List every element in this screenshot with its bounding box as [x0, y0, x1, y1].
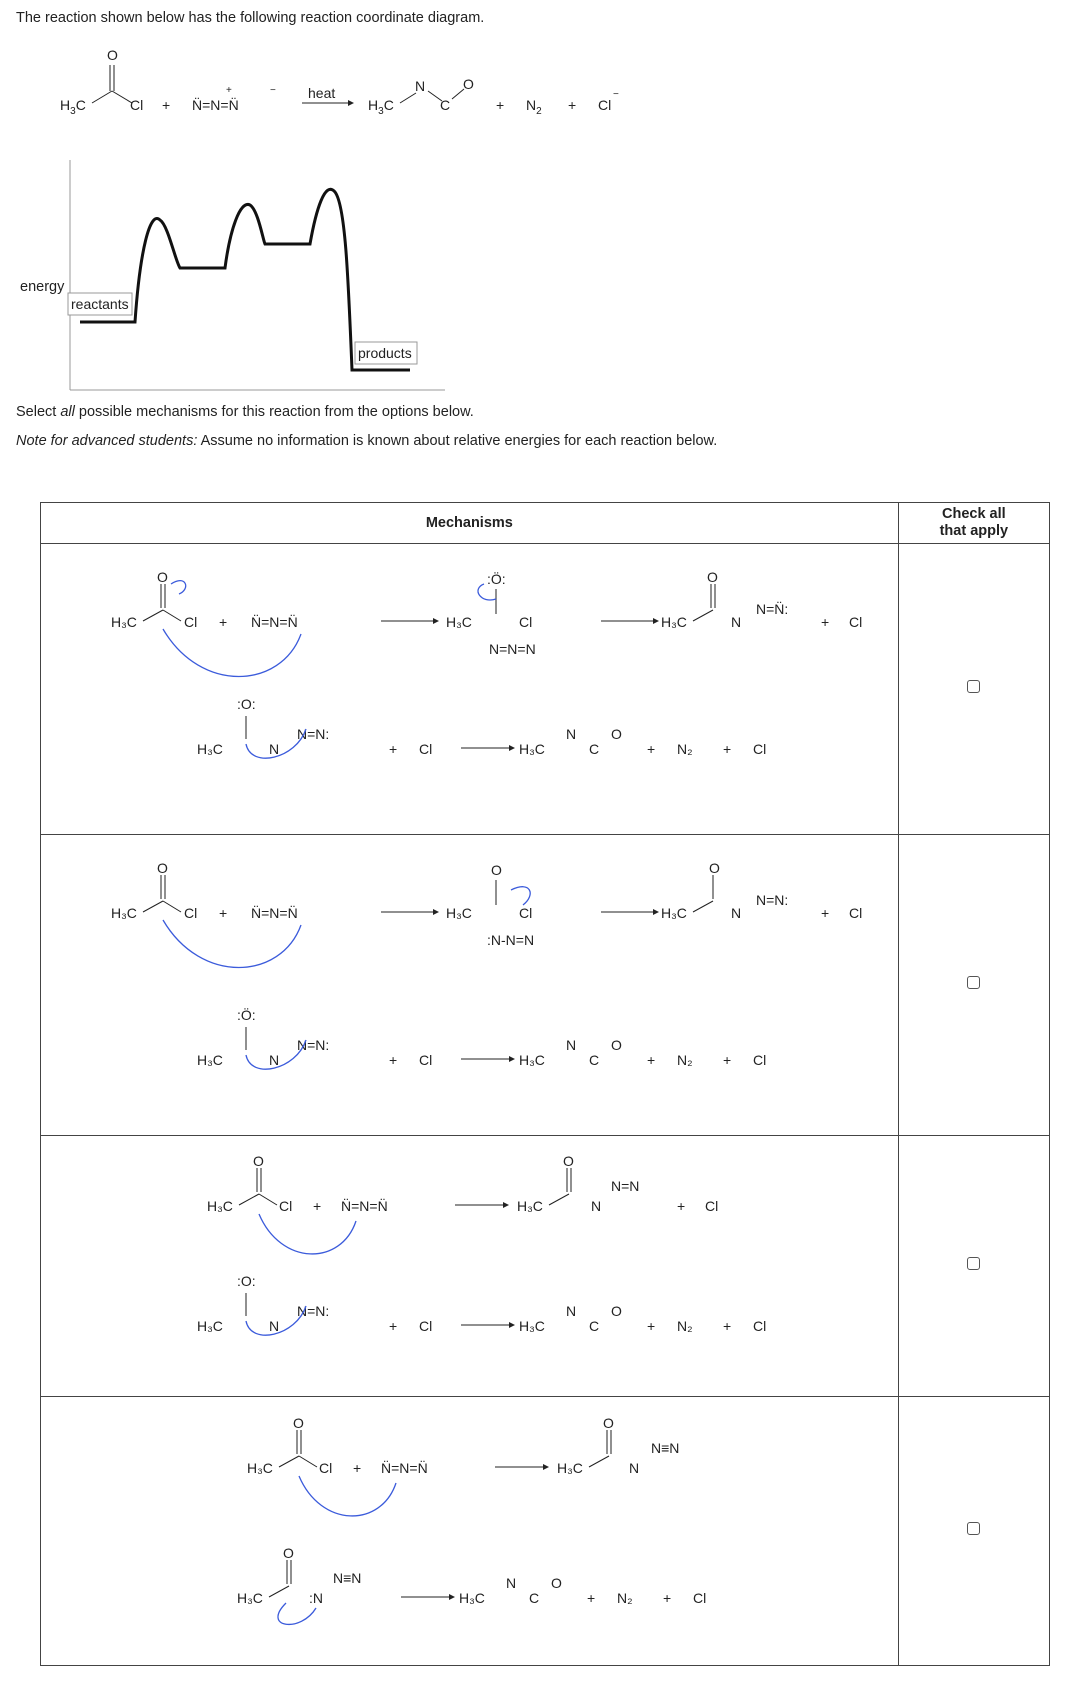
svg-text:H₃C: H₃C	[446, 905, 472, 921]
svg-text:+: +	[723, 741, 732, 757]
svg-text::N-N=N: :N-N=N	[487, 932, 535, 948]
mechanism-row-3	[41, 1136, 1050, 1397]
mechanism-1-scheme	[41, 544, 891, 829]
mechanism-4-scheme	[41, 1398, 891, 1660]
svg-text::N: :N	[309, 1589, 323, 1606]
svg-text:N₂: N₂	[677, 1052, 693, 1068]
svg-text:Cl: Cl	[419, 1052, 433, 1068]
svg-text:N: N	[269, 1052, 280, 1068]
svg-text:−: −	[613, 89, 619, 100]
svg-text:H₃C: H₃C	[197, 1052, 223, 1068]
svg-text:N=N: N=N	[611, 1178, 640, 1194]
svg-text:+: +	[389, 1052, 398, 1068]
svg-text:N: N	[415, 78, 426, 94]
svg-text:+: +	[313, 1198, 322, 1214]
reactants-label: reactants	[71, 296, 129, 312]
svg-text:Cl: Cl	[849, 614, 863, 630]
svg-text:+: +	[389, 1318, 398, 1334]
products-label: products	[358, 345, 412, 361]
svg-text:C: C	[589, 1318, 600, 1334]
svg-text:C: C	[440, 97, 451, 113]
mechanism-option-3	[41, 1136, 899, 1397]
svg-text:O: O	[563, 1153, 574, 1169]
svg-text:H₃C: H₃C	[247, 1459, 273, 1476]
svg-text:N: N	[591, 1198, 602, 1214]
svg-text:H3C: $H_3C$	[60, 97, 86, 117]
svg-text:C: C	[589, 741, 600, 757]
svg-text:N̈=N=N̈: N̈=N=N̈	[192, 97, 239, 113]
svg-text:H₃C: H₃C	[237, 1589, 263, 1606]
svg-text:C: C	[529, 1589, 540, 1606]
select-instruction: Select all possible mechanisms for this reaction from the options below.	[16, 404, 474, 420]
svg-text:+: +	[821, 905, 830, 921]
overall-reaction	[50, 45, 700, 125]
svg-text:+: +	[821, 614, 830, 630]
advanced-note: Note for advanced students: Assume no information is known about relative energies for each reaction below.	[16, 433, 718, 449]
svg-text:N≡N: N≡N	[651, 1439, 680, 1456]
svg-text:+: +	[587, 1589, 596, 1606]
svg-text:+: +	[723, 1052, 732, 1068]
mechanism-3-checkbox[interactable]	[967, 1257, 980, 1270]
svg-text:N: N	[566, 1037, 577, 1053]
svg-text:+: +	[723, 1318, 732, 1334]
svg-text:Cl: Cl	[184, 614, 198, 630]
svg-text:H₃C: H₃C	[517, 1198, 543, 1214]
svg-text::O:: :O:	[237, 696, 256, 712]
svg-text:H3C: $H_3C$	[368, 97, 394, 117]
svg-text:N: N	[566, 1303, 577, 1319]
intro-text: The reaction shown below has the following reaction coordinate diagram.	[16, 10, 485, 26]
svg-text:O: O	[107, 47, 118, 63]
svg-text:N: N	[731, 905, 742, 921]
svg-text:+: +	[647, 1318, 656, 1334]
svg-text:+: +	[663, 1589, 672, 1606]
svg-text:O: O	[611, 726, 622, 742]
svg-text:O: O	[707, 569, 718, 585]
svg-text:N: N	[629, 1459, 640, 1476]
reaction-coordinate-diagram	[60, 150, 460, 400]
svg-text:H₃C: H₃C	[207, 1198, 233, 1214]
mechanisms-header: Mechanisms	[41, 503, 899, 544]
svg-text:H₃C: H₃C	[661, 905, 687, 921]
svg-text:C: C	[589, 1052, 600, 1068]
check-header: Check all that apply	[898, 503, 1049, 544]
svg-text:Cl: Cl	[693, 1589, 707, 1606]
svg-text:N: N	[269, 741, 280, 757]
svg-text:H₃C: H₃C	[519, 1052, 545, 1068]
svg-text:N=N:: N=N:	[756, 892, 789, 908]
svg-text:Cl: Cl	[184, 905, 198, 921]
svg-text:N=N:: N=N:	[297, 1303, 330, 1319]
svg-text::Ö:: :Ö:	[237, 1007, 256, 1023]
mechanism-row-4	[41, 1397, 1050, 1666]
svg-text:+: +	[677, 1198, 686, 1214]
svg-text:Cl: Cl	[753, 1052, 767, 1068]
svg-text:O: O	[551, 1574, 562, 1591]
svg-text:O: O	[253, 1153, 264, 1169]
svg-text:+: +	[226, 85, 232, 96]
mechanisms-table	[40, 502, 1050, 1666]
svg-text:N=N̈:: N=N̈:	[756, 601, 789, 617]
svg-text:O: O	[611, 1303, 622, 1319]
mechanism-option-4	[41, 1397, 899, 1666]
svg-text:H₃C: H₃C	[197, 1318, 223, 1334]
mechanism-row-2	[41, 835, 1050, 1136]
mechanism-4-checkbox[interactable]	[967, 1522, 980, 1535]
svg-text:O: O	[603, 1414, 614, 1431]
svg-text:Cl: Cl	[419, 1318, 433, 1334]
svg-text:Cl: Cl	[519, 905, 533, 921]
svg-text::Ö:: :Ö:	[487, 571, 506, 587]
energy-axis-label: energy	[20, 279, 65, 295]
mechanism-3-scheme	[41, 1136, 891, 1391]
svg-text:Cl: Cl	[419, 741, 433, 757]
svg-text:N=N:: N=N:	[297, 1037, 330, 1053]
svg-text:N=N=N: N=N=N	[489, 641, 536, 657]
svg-text:N̈=N=N̈: N̈=N=N̈	[251, 614, 298, 630]
mechanism-row-1	[41, 544, 1050, 835]
svg-text:N: N	[731, 614, 742, 630]
svg-text:Cl: Cl	[849, 905, 863, 921]
svg-text:N: N	[506, 1574, 517, 1591]
svg-text:H₃C: H₃C	[111, 614, 137, 630]
svg-text:N̈=N=N̈: N̈=N=N̈	[251, 905, 298, 921]
svg-text:O: O	[709, 860, 720, 876]
svg-text:N̈=N=N̈: N̈=N=N̈	[341, 1198, 388, 1214]
svg-text:+: +	[389, 741, 398, 757]
svg-text:N₂: N₂	[677, 741, 693, 757]
svg-text:O: O	[463, 76, 474, 92]
svg-text:Cl: Cl	[130, 97, 144, 113]
svg-text:N₂: N₂	[617, 1589, 633, 1606]
svg-text:+: +	[353, 1459, 362, 1476]
svg-text:N2: $N_2$	[526, 97, 542, 117]
svg-text:H₃C: H₃C	[519, 1318, 545, 1334]
mechanism-2-scheme	[41, 835, 891, 1130]
svg-text:O: O	[283, 1544, 294, 1561]
svg-text::O:: :O:	[237, 1273, 256, 1289]
mechanism-option-2	[41, 835, 899, 1136]
svg-text:O: O	[157, 860, 168, 876]
svg-text:N=N:: N=N:	[297, 726, 330, 742]
svg-text:H₃C: H₃C	[197, 741, 223, 757]
svg-text:N≡N: N≡N	[333, 1569, 362, 1586]
svg-text:N̈=N=N̈: N̈=N=N̈	[381, 1459, 428, 1476]
svg-text:Cl: Cl	[753, 741, 767, 757]
mechanism-option-1	[41, 544, 899, 835]
svg-text:Cl: Cl	[279, 1198, 293, 1214]
svg-text:H₃C: H₃C	[519, 741, 545, 757]
svg-text:Cl: Cl	[519, 614, 533, 630]
svg-text:H₃C: H₃C	[459, 1589, 485, 1606]
svg-text:N₂: N₂	[677, 1318, 693, 1334]
svg-text:+: +	[219, 614, 228, 630]
svg-text:+: +	[496, 97, 505, 113]
svg-text:O: O	[157, 569, 168, 585]
svg-text:N: N	[269, 1318, 280, 1334]
svg-text:Cl: Cl	[319, 1459, 333, 1476]
svg-text:O: O	[491, 862, 502, 878]
svg-text:H₃C: H₃C	[661, 614, 687, 630]
svg-text:+: +	[568, 97, 577, 113]
mechanism-1-checkbox[interactable]	[967, 680, 980, 693]
svg-text:O: O	[293, 1414, 304, 1431]
heat-label: heat	[308, 85, 336, 101]
svg-text:−: −	[270, 85, 276, 96]
svg-text:H₃C: H₃C	[111, 905, 137, 921]
svg-text:H₃C: H₃C	[446, 614, 472, 630]
svg-text:Cl: Cl	[753, 1318, 767, 1334]
svg-text:+: +	[219, 905, 228, 921]
svg-text:+: +	[647, 1052, 656, 1068]
mechanism-2-checkbox[interactable]	[967, 976, 980, 989]
svg-text:Cl: Cl	[705, 1198, 719, 1214]
svg-text:Cl: Cl	[598, 97, 612, 113]
svg-text:+: +	[647, 741, 656, 757]
svg-text:O: O	[611, 1037, 622, 1053]
svg-text:N: N	[566, 726, 577, 742]
plus-sign: +	[162, 97, 171, 113]
svg-text:H₃C: H₃C	[557, 1459, 583, 1476]
